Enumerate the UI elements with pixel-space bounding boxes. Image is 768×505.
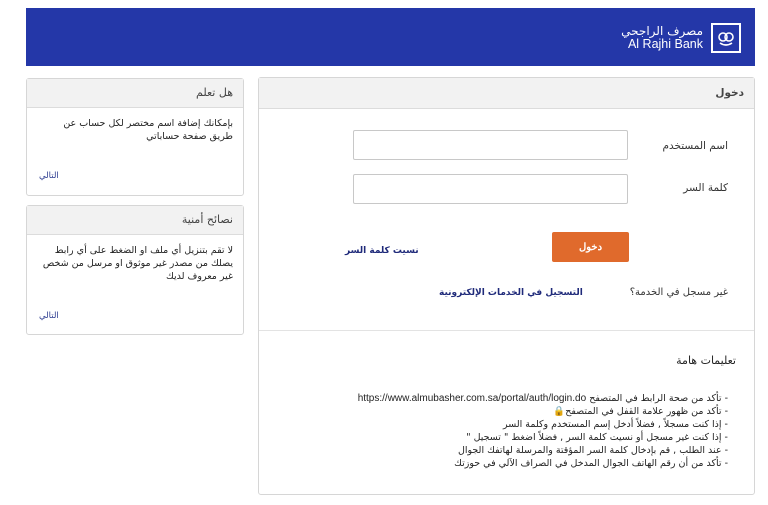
logo-english-text: Al Rajhi Bank [627,36,703,51]
note-item: - تأكد من أن رقم الهاتف الجوال المدخل في الصراف الآلي في حوزتك [454,458,728,469]
did-you-know-panel [26,78,244,196]
note-item: - عند الطلب , قم بإدخال كلمة السر المؤقتة والمرسلة لهاتفك الجوال [457,445,728,456]
password-label: كلمة السر [683,182,728,194]
security-tips-text: لا تقم بتنزيل أي ملف او الضغط على أي رابط يصلك من مصدر غير موثوق او مرسل من شخص غير معروف لديك [42,245,233,282]
username-label: اسم المستخدم [662,140,728,152]
top-header-bar [26,8,755,66]
did-you-know-next-link[interactable]: التالي [39,171,59,181]
security-tips-next-link[interactable]: التالي [39,311,59,321]
rajhi-logo-icon [711,23,741,53]
note-text: - تأكد من صحة الرابط في المتصفح [589,393,728,404]
note-item: - إذا كنت مسجلاً , فضلاً أدخل إسم المستخدم وكلمة السر [502,419,728,430]
notes-list [288,392,728,470]
username-input[interactable] [353,130,628,160]
note-item: - تأكد من ظهور علامة القفل في المتصفح🔒 [553,406,728,417]
logo-arabic-text: مصرف الراجحي [621,23,703,38]
notes-title: تعليمات هامة [676,354,736,367]
login-button[interactable]: دخول [552,232,629,262]
not-registered-text: غير مسجل في الخدمة؟ [629,287,728,298]
section-divider [259,330,754,331]
note-item [288,392,728,405]
did-you-know-text: بإمكانك إضافة اسم مختصر لكل حساب عن طريق صفحة حساباتي [63,118,233,142]
bank-logo[interactable] [621,18,741,58]
did-you-know-title: هل تعلم [27,79,243,108]
security-tips-title: نصائح أمنية [27,206,243,235]
forgot-password-link[interactable]: نسيت كلمة السر [345,246,419,256]
register-link[interactable]: التسجيل في الخدمات الإلكترونية [439,288,583,298]
login-panel [258,77,755,495]
password-input[interactable] [353,174,628,204]
security-tips-panel [26,205,244,335]
login-url: https://www.almubasher.com.sa/portal/auth/login.do [357,393,587,404]
login-title: دخول [259,78,754,109]
note-item: - إذا كنت غير مسجل أو نسيت كلمة السر , فضلاً اضغط " تسجيل " [466,432,728,443]
